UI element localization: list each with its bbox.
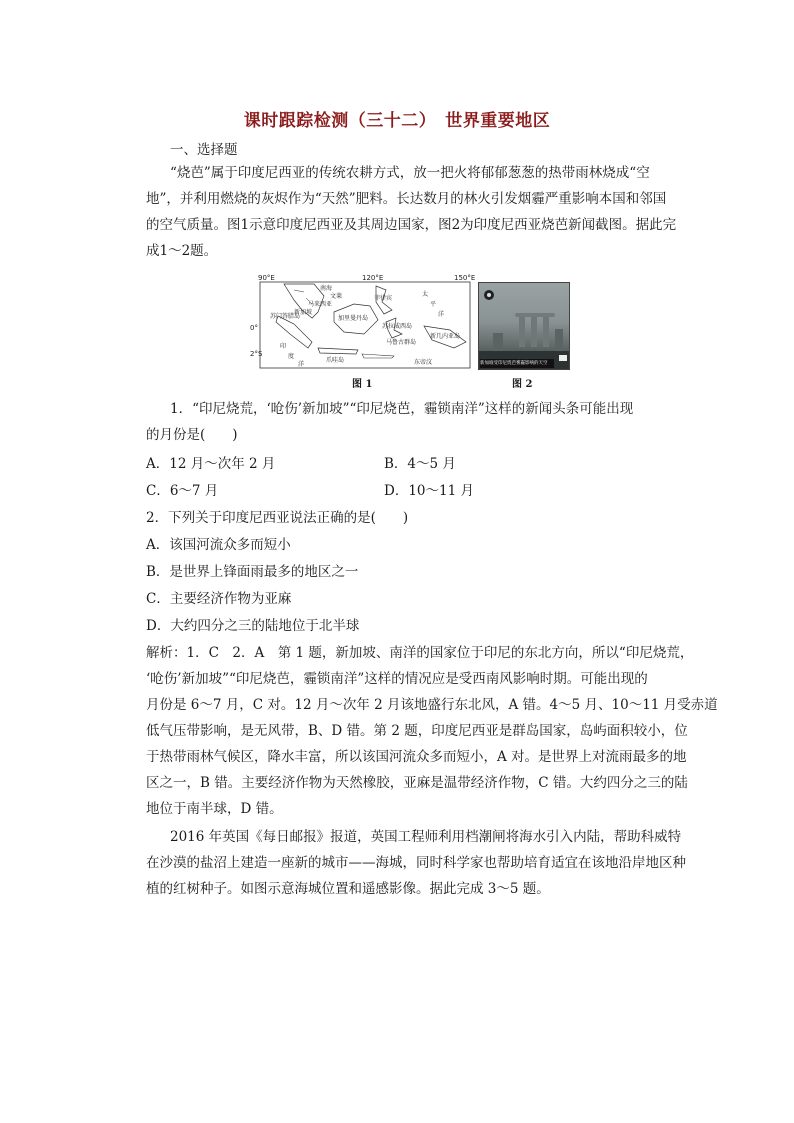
option-a: A．该国河流众多而短小	[146, 537, 291, 553]
text-line: 2016 年英国《每日邮报》报道，英国工程师利用档潮闸将海水引入内陆，帮助科威特	[170, 829, 682, 845]
label-indian-2: 度	[288, 353, 295, 360]
lon-label-90: 90°E	[258, 274, 275, 282]
text-line: “烧芭”属于印度尼西亚的传统农耕方式，放一把火将郁郁葱葱的热带雨林烧成“空	[170, 165, 650, 181]
figure-1-caption: 图 1	[352, 379, 373, 390]
lon-label-120: 120°E	[362, 274, 384, 282]
figure-block	[250, 272, 570, 390]
analysis-line: 解析：1．C 2．A 第 1 题，新加坡、南洋的国家位于印尼的东北方向，所以“印尼烧荒，	[146, 645, 694, 661]
label-malaysia: 马来西亚	[308, 301, 333, 308]
analysis-line: 低气压带影响，是无风带，B、D 错。第 2 题，印度尼西亚是群岛国家，岛屿面积较小，位	[146, 723, 688, 739]
text-line: 成1～2题。	[146, 243, 218, 259]
indonesia-map	[250, 272, 476, 372]
java-shape	[318, 348, 358, 354]
option-c: C．6～7 月	[146, 483, 219, 499]
label-maluku: 马鲁古群岛	[386, 339, 417, 346]
lon-label-150: 150°E	[454, 274, 476, 282]
analysis-line: 于热带雨林气候区，降水丰富，所以该国河流众多而短小，A 对。是世界上对流雨最多的地	[146, 749, 687, 765]
option-a: A．12 月～次年 2 月	[146, 456, 276, 472]
label-philippines: 菲律宾	[374, 295, 393, 302]
figure-2-caption: 图 2	[512, 379, 533, 390]
option-d: D．大约四分之三的陆地位于北半球	[146, 618, 360, 634]
label-south-china-sea: 南海	[320, 285, 333, 292]
option-b: B．4～5 月	[384, 456, 456, 472]
label-new-guinea: 新几内亚岛	[430, 333, 461, 340]
page-title: 课时跟踪检测（三十二） 世界重要地区	[243, 111, 551, 131]
lesser-sunda-shape	[362, 354, 394, 358]
text-line: 在沙漠的盐沼上建造一座新的城市——海城，同时科学家也帮助培育适宜在该地沿岸地区种	[146, 855, 686, 871]
news-caption-bar: 新加坡受印尼烧芭雾霾影响的天空	[480, 359, 554, 368]
analysis-line: 月份是 6～7 月，C 对。12 月～次年 2 月该地盛行东北风，A 错。4～5 月、10～11 月受赤道	[146, 697, 718, 713]
analysis-line: 区之一，B 错。主要经济作物为天然橡胶，亚麻是温带经济作物，C 错。大约四分之三的陆	[146, 775, 688, 791]
text-line: 植的红树种子。如图示意海城位置和遥感影像。据此完成 3～5 题。	[146, 881, 550, 897]
label-sumatra: 苏门答腊岛	[270, 313, 301, 320]
label-java: 爪哇岛	[326, 357, 345, 364]
news-photo	[478, 282, 570, 370]
option-d: D．10～11 月	[384, 483, 474, 499]
label-brunei: 文莱	[330, 293, 343, 300]
label-east-timor: 东帝汶	[414, 359, 433, 366]
haze-skyline-image	[479, 283, 569, 369]
analysis-line: 地位于南半球，D 错。	[146, 801, 283, 817]
label-pacific-2: 平	[430, 301, 437, 308]
question-stem: 1．“印尼烧荒，‘呛伤’新加坡”“印尼烧芭，霾锁南洋”这样的新闻头条可能出现	[170, 401, 634, 417]
label-pacific-3: 洋	[438, 311, 445, 318]
question-stem: 2．下列关于印度尼西亚说法正确的是( )	[146, 510, 409, 526]
label-sulawesi: 苏拉威西岛	[382, 323, 413, 330]
analysis-line: ‘呛伤’新加坡”“印尼烧芭，霾锁南洋”这样的情况应是受西南风影响时期。可能出现的	[146, 671, 648, 687]
question-stem: 的月份是( )	[146, 427, 238, 443]
option-c: C．主要经济作物为亚麻	[146, 591, 292, 607]
lat-label-0: 0°	[250, 324, 258, 332]
section-heading: 一、选择题	[170, 142, 238, 158]
text-line: 的空气质量。图1示意印度尼西亚及其周边国家，图2为印度尼西亚烧芭新闻截图。据此完	[146, 217, 677, 233]
label-indian-1: 印	[280, 343, 287, 350]
label-borneo: 加里曼丹岛	[338, 315, 369, 322]
option-b: B．是世界上锋面雨最多的地区之一	[146, 564, 359, 580]
label-indian-3: 洋	[298, 361, 305, 368]
label-singapore: 新加坡	[294, 309, 313, 316]
text-line: 地”，并利用燃烧的灰烬作为“天然”肥料。长达数月的林火引发烟霾严重影响本国和邻国	[146, 191, 667, 207]
lat-label-2s: 2°S	[250, 350, 263, 358]
label-pacific-1: 太	[422, 291, 429, 298]
